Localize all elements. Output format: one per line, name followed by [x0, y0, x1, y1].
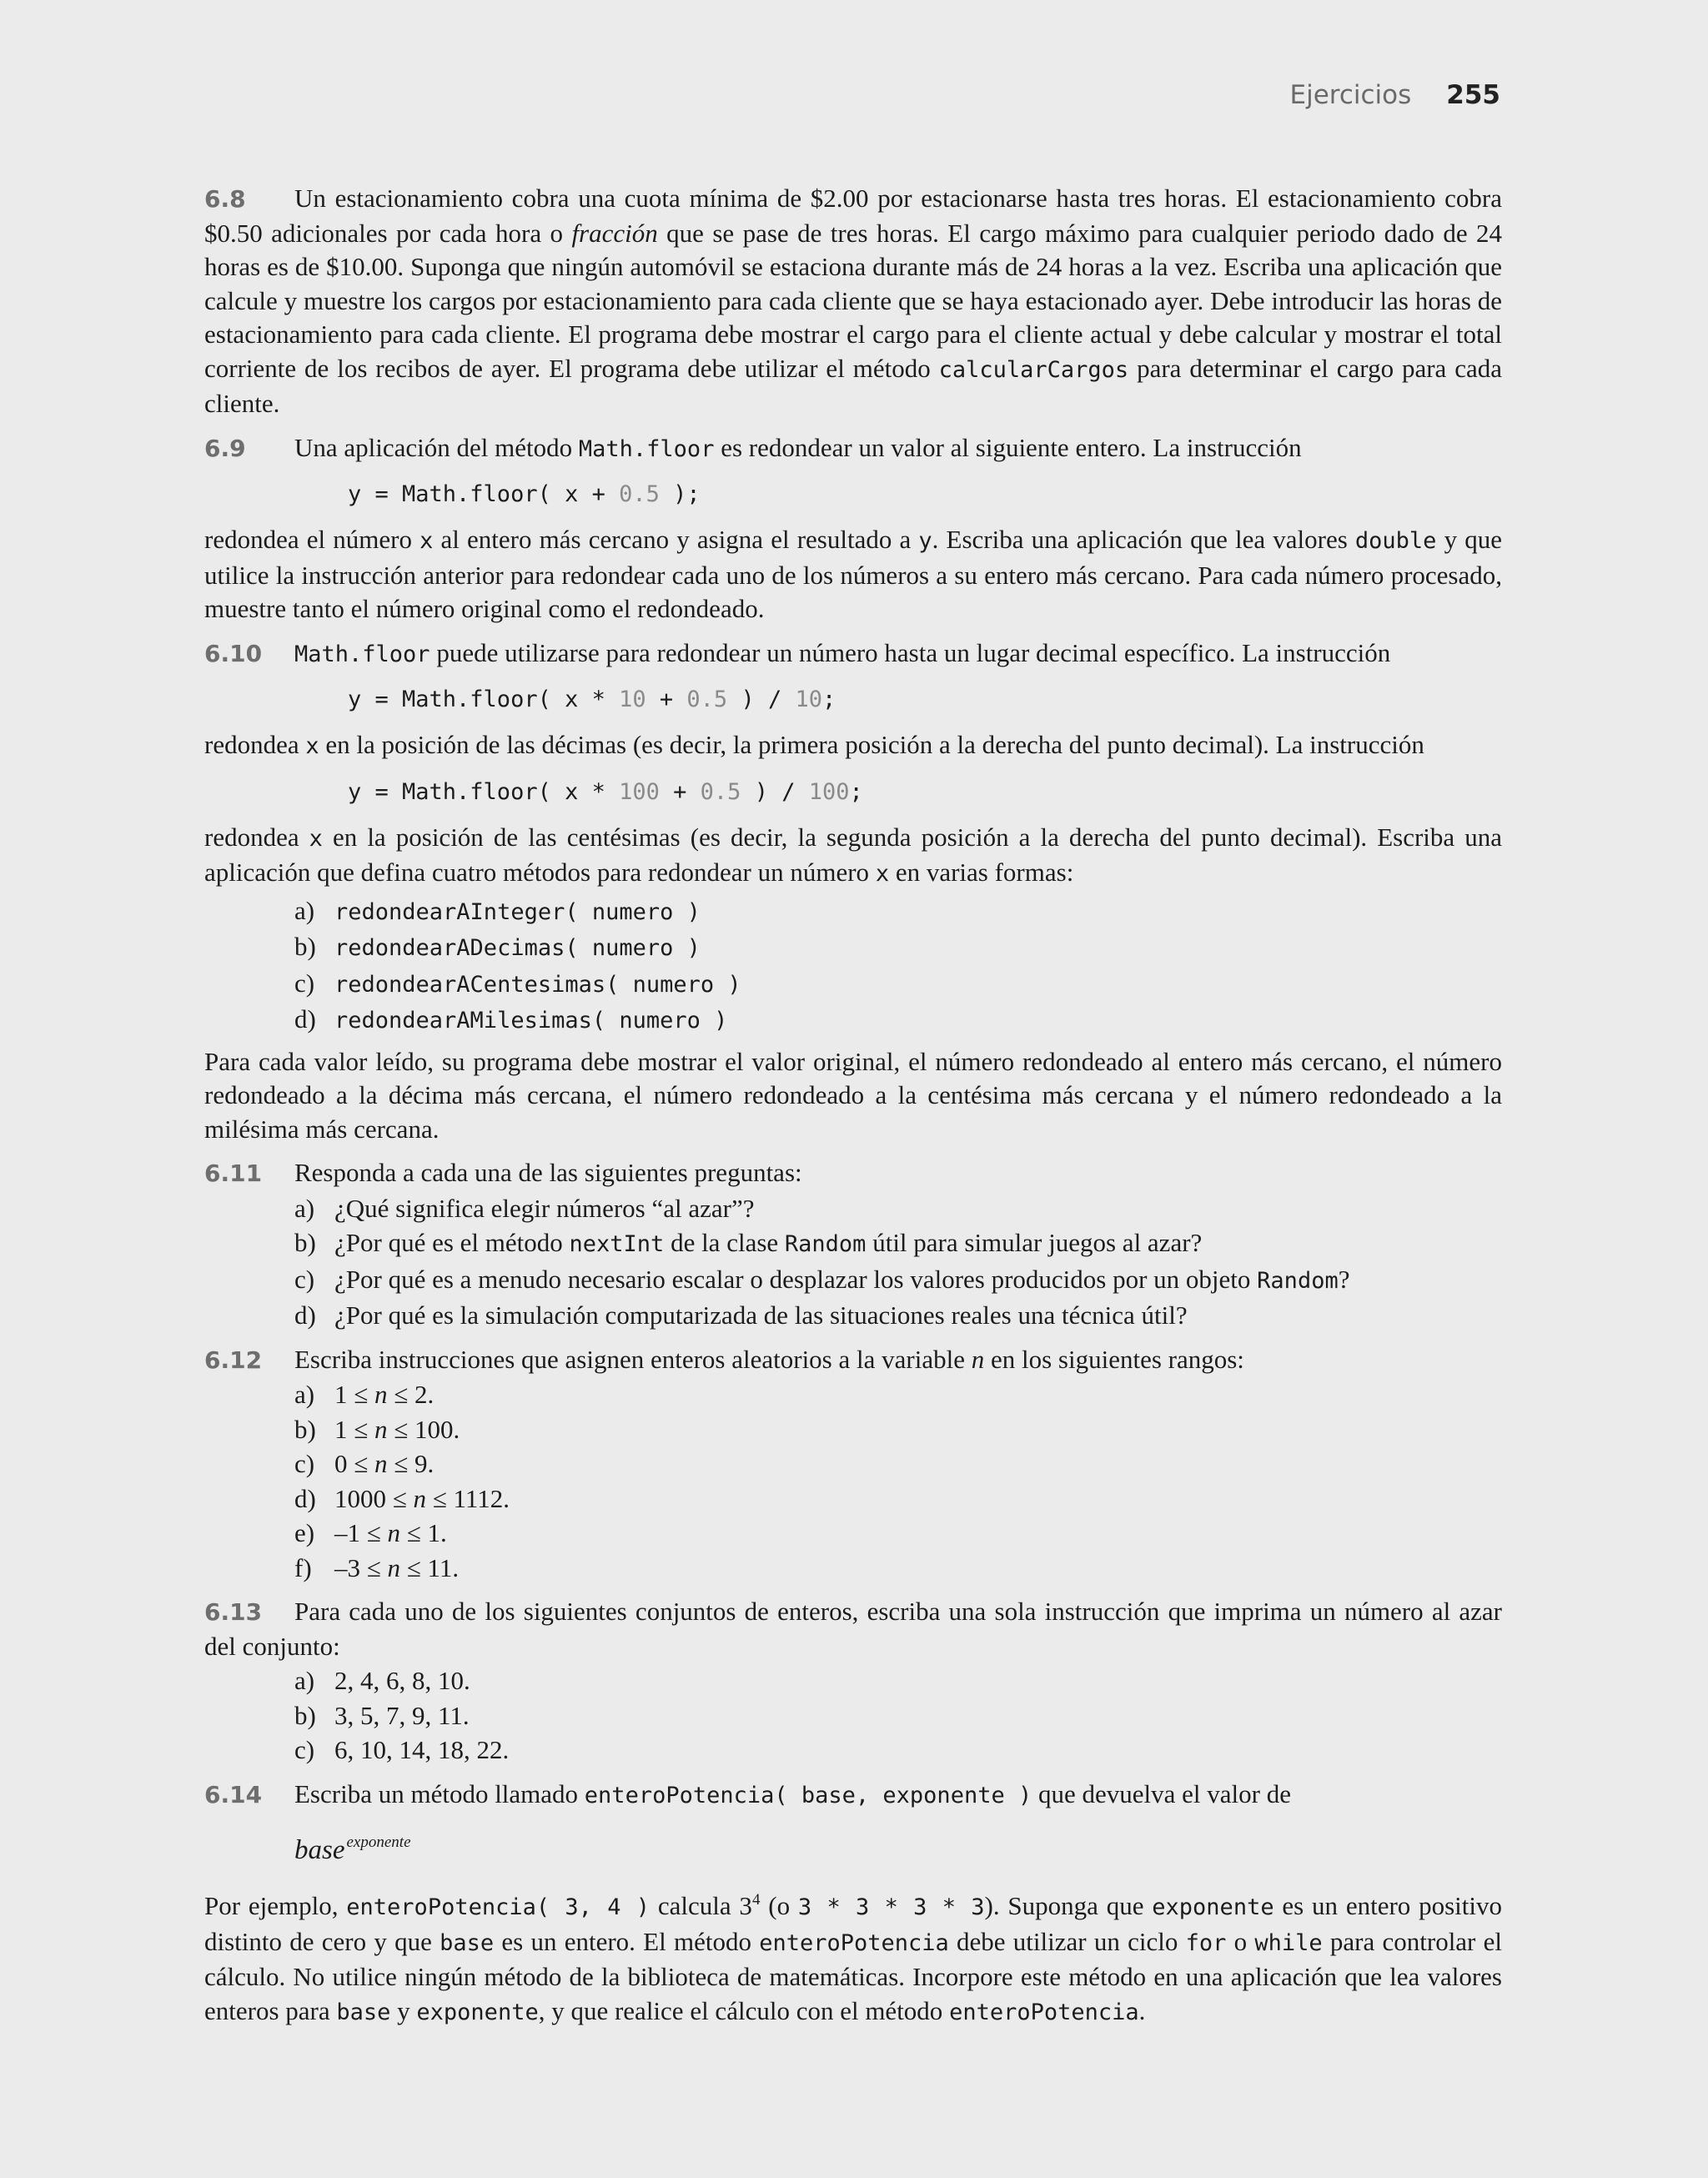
exercise-number: 6.11	[204, 1159, 263, 1187]
paragraph: redondea x en la posición de las centésimas (es decir, la segunda posición a la derecha del punto decimal). Escriba una aplicación que defina cuatro métodos para redondear un número x en varias formas:	[204, 822, 1502, 887]
exercise-6-9-text: 6.9 Una aplicación del método Math.floor es redondear un valor al siguiente entero. La instrucción	[204, 431, 1502, 467]
exercise-6-13	[204, 1595, 1502, 1768]
code-inline: enteroPotencia( base, exponente )	[584, 1782, 1032, 1808]
list-item: a) redondearAInteger( numero )	[294, 895, 701, 925]
code-inline: Math.floor	[294, 641, 430, 667]
list-item: b) redondearADecimas( numero )	[294, 932, 701, 961]
list-item: e) –1 ≤ n ≤ 1.	[294, 1518, 447, 1547]
code-block: y = Math.floor( x * 10 + 0.5 ) / 10;	[348, 687, 836, 712]
list-item: c) ¿Por qué es a menudo necesario escalar o desplazar los valores producidos por un objeto Random?	[294, 1264, 1350, 1294]
exercise-6-8	[204, 182, 1502, 421]
list-item: d) redondearAMilesimas( numero )	[294, 1004, 728, 1034]
exercise-number: 6.9	[204, 434, 246, 462]
power-expression: base $^{exponente}$	[294, 1833, 411, 1865]
question-list	[294, 1191, 1502, 1333]
exercise-6-13-text: 6.13 Para cada uno de los siguientes conjuntos de enteros, escriba una sola instrucción que imprima un número al azar del conjunto:	[204, 1597, 1502, 1661]
section-name: Ejercicios	[1289, 80, 1412, 110]
paragraph: Por ejemplo, enteroPotencia( 3, 4 ) calcula $3^4$ (o 3 * 3 * 3 * 3). Suponga que exponente es un entero positivo distinto de cero y que base es un entero. El método enteroPotencia debe utilizar un ciclo for o while para controlar el cálculo. No utilice ningún método de la biblioteca de matemáticas. Incorpore este método en una aplicación que lea valores enteros para base y exponente, y que realice el cálculo con el método enteroPotencia.	[204, 1891, 1503, 2025]
running-header	[1290, 80, 1501, 110]
exercise-6-11-text: 6.11 Responda a cada una de las siguientes preguntas:	[204, 1156, 1502, 1191]
page-content	[204, 182, 1502, 2040]
list-item: a) 1 ≤ n ≤ 2.	[294, 1380, 435, 1409]
code-block: y = Math.floor( x + 0.5 );	[348, 481, 701, 507]
range-list	[294, 1377, 1502, 1585]
list-item: c) 6, 10, 14, 18, 22.	[294, 1735, 510, 1764]
exercise-6-10	[204, 636, 1502, 1147]
list-item: b) ¿Por qué es el método nextInt de la clase Random útil para simular juegos al azar?	[294, 1228, 1203, 1257]
list-item: d) ¿Por qué es la simulación computarizada de las situaciones reales una técnica útil?	[294, 1300, 1188, 1330]
exercise-number: 6.8	[204, 185, 246, 213]
exercise-6-8-text: 6.8 Un estacionamiento cobra una cuota mínima de $2.00 por estacionarse hasta tres horas. El estacionamiento cobra $0.50 adicionales por cada hora o fracción que se pase de tres horas. El cargo máximo para cualquier periodo dado de 24 horas es de $10.00. Suponga que ningún automóvil se estaciona durante más de 24 horas a la vez. Escriba una aplicación que calcule y muestre los cargos por estacionamiento para cada cliente que se haya estacionado ayer. Debe introducir las horas de estacionamiento para cada cliente. El programa debe mostrar el cargo para el cliente actual y debe calcular y mostrar el total corriente de los recibos de ayer. El programa debe utilizar el método calcularCargos para determinar el cargo para cada cliente.	[204, 184, 1503, 418]
exercise-6-14-text: 6.14 Escriba un método llamado enteroPotencia( base, exponente ) que devuelva el valor de	[204, 1778, 1502, 1813]
list-item: c) 0 ≤ n ≤ 9.	[294, 1449, 435, 1478]
exercise-number: 6.12	[204, 1346, 263, 1374]
exercise-number: 6.10	[204, 639, 263, 667]
code-inline: Math.floor	[578, 435, 715, 462]
list-item: f) –3 ≤ n ≤ 11.	[294, 1552, 460, 1582]
exercise-6-12	[204, 1343, 1502, 1586]
paragraph: Para cada valor leído, su programa debe mostrar el valor original, el número redondeado al entero más cercano, el número redondeado a la décima más cercana, el número redondeado a la centésima más cercana y el número redondeado a la milésima más cercana.	[204, 1046, 1502, 1144]
list-item: b) 1 ≤ n ≤ 100.	[294, 1414, 460, 1444]
page-number: 255	[1446, 80, 1500, 110]
exercise-6-10-text: 6.10 Math.floor puede utilizarse para redondear un número hasta un lugar decimal específico. La instrucción	[204, 636, 1502, 672]
exercise-6-14	[204, 1778, 1502, 2030]
list-item: b) 3, 5, 7, 9, 11.	[294, 1700, 470, 1730]
method-list	[294, 893, 1502, 1039]
exercise-6-11	[204, 1156, 1502, 1333]
exercise-6-12-text: 6.12 Escriba instrucciones que asignen enteros aleatorios a la variable n en los siguientes rangos:	[204, 1343, 1502, 1378]
exercise-number: 6.13	[204, 1598, 263, 1626]
list-item: c) redondearACentesimas( numero )	[294, 968, 741, 998]
paragraph: redondea x en la posición de las décimas (es decir, la primera posición a la derecha del punto decimal). La instrucción	[204, 730, 1424, 759]
paragraph: redondea el número x al entero más cercano y asigna el resultado a y. Escriba una aplicación que lea valores double y que utilice la instrucción anterior para redondear cada uno de los números a su entero más cercano. Para cada número procesado, muestre tanto el número original como el redondeado.	[204, 525, 1502, 623]
exercise-6-9	[204, 431, 1502, 626]
exercise-number: 6.14	[204, 1780, 263, 1808]
list-item: a) ¿Qué significa elegir números “al azar”?	[294, 1193, 755, 1223]
code-inline: calcularCargos	[938, 356, 1129, 383]
list-item: a) 2, 4, 6, 8, 10.	[294, 1666, 470, 1695]
list-item: d) 1000 ≤ n ≤ 1112.	[294, 1483, 510, 1513]
set-list	[294, 1663, 1502, 1768]
code-block: y = Math.floor( x * 100 + 0.5 ) / 100;	[348, 778, 863, 805]
